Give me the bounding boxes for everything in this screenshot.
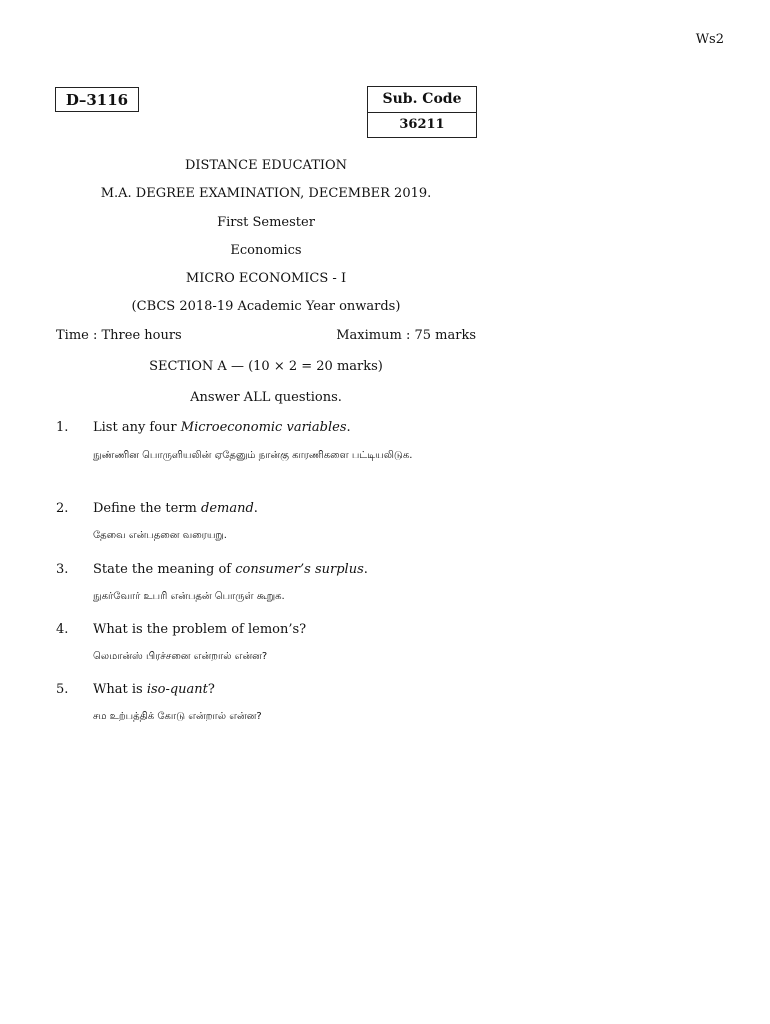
title-line-4: Economics <box>230 243 302 258</box>
title-line-5: MICRO ECONOMICS - I <box>185 271 347 286</box>
title-line-3: First Semester <box>217 215 315 230</box>
exam-info-row <box>56 328 476 343</box>
section-instruction: Answer ALL questions. <box>190 390 342 405</box>
question-text: List any four Microeconomic variables. <box>93 420 351 435</box>
sub-code-label: Sub. Code <box>368 87 476 113</box>
question-number: 4. <box>56 622 69 637</box>
time-allowed: Time : Three hours <box>56 328 182 343</box>
title-line-6: (CBCS 2018-19 Academic Year onwards) <box>131 299 401 314</box>
question-5-tamil: சம உற்பத்திக் கோடு என்றால் என்ன? <box>93 711 262 722</box>
paper-code: D–3116 <box>65 90 129 109</box>
question-number: 5. <box>56 682 69 697</box>
title-line-2: M.A. DEGREE EXAMINATION, DECEMBER 2019. <box>100 186 432 201</box>
question-number: 2. <box>56 501 69 516</box>
paper-code-box <box>55 87 139 112</box>
section-heading: SECTION A — (10 × 2 = 20 marks) <box>149 359 383 374</box>
page-tag: Ws2 <box>695 32 724 47</box>
sub-code-value: 36211 <box>399 117 445 133</box>
question-text: What is the problem of lemon’s? <box>93 622 307 637</box>
question-text: State the meaning of consumer’s surplus. <box>93 562 368 577</box>
question-text: Define the term demand. <box>93 501 258 516</box>
sub-code-box <box>367 86 477 138</box>
question-number: 3. <box>56 562 69 577</box>
question-3-tamil: நுகர்வோர் உபரி என்பதன் பொருள் கூறுக. <box>93 591 285 602</box>
title-line-1: DISTANCE EDUCATION <box>184 158 348 173</box>
max-marks: Maximum : 75 marks <box>336 328 476 343</box>
question-text: What is iso-quant? <box>93 682 215 697</box>
question-number: 1. <box>56 420 69 435</box>
question-4-tamil: லெமான்ஸ் பிரச்சனை என்றால் என்ன? <box>93 651 268 662</box>
question-1-tamil: நுண்ணின பொருளியலின் ஏதேனும் நான்கு காரணிகளை பட்டியலிடுக. <box>93 450 413 461</box>
question-2-tamil: தேவை என்பதனை வரையறு. <box>93 530 227 541</box>
